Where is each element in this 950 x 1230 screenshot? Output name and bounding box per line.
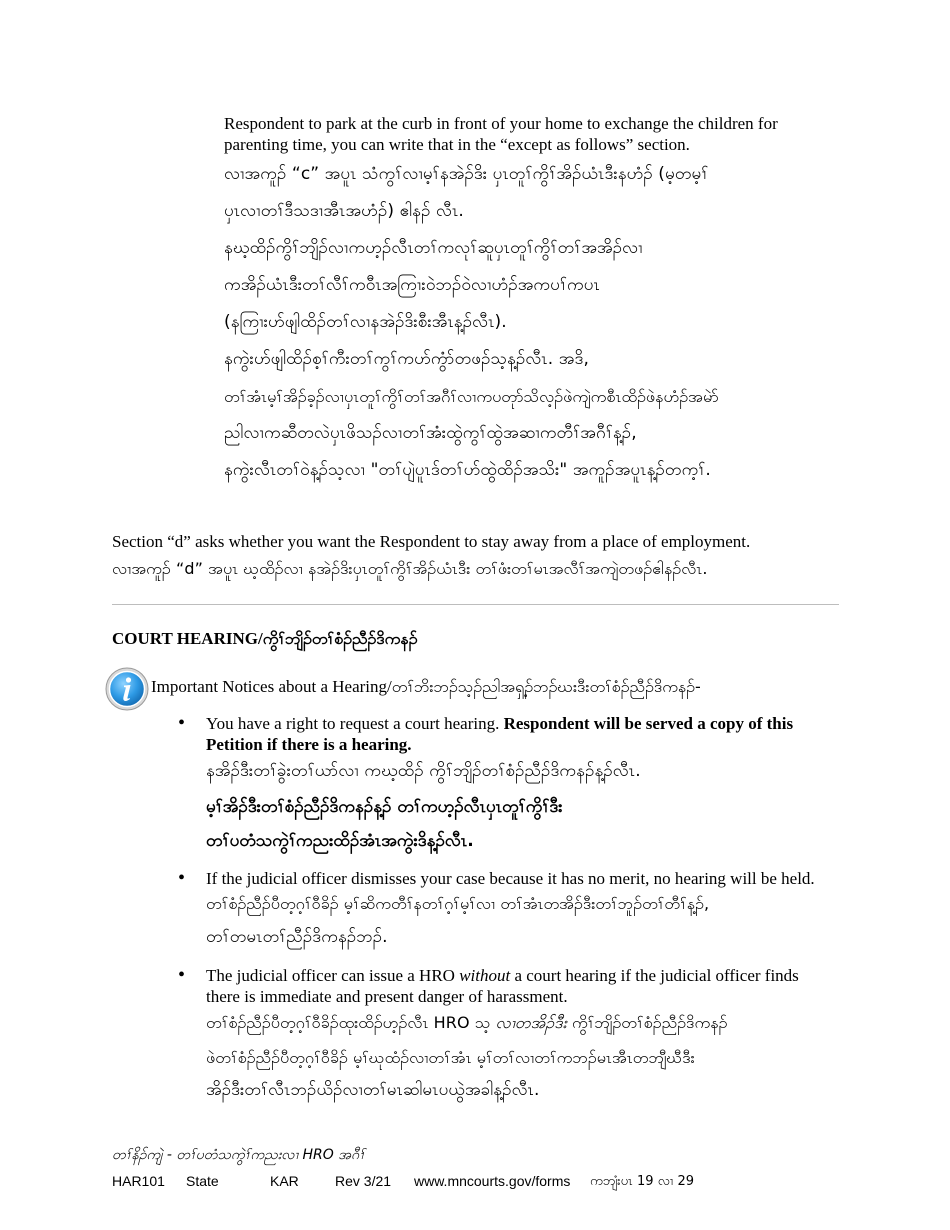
bullet-1-en-bold-2: Petition if there is a hearing. — [206, 735, 412, 754]
bullet-2-kar-1: တၢ်စံၣ်ညီၣ်ပီတ့ဂ့ၢ်ဝီခိၣ် မ့ၢ်ဆိကတီၢ်နတၢ်ဂ့ၢ်မ့ၢ်လၢ တၢ်အံၤတအိၣ်ဒီးတၢ်ဘူၣ်တၢ်တီၢ်န့ၣ်, — [206, 894, 710, 913]
bullet-3-en-1a: The judicial officer can issue a HRO — [206, 966, 460, 985]
section-divider — [112, 604, 839, 605]
bullet-3-kar-line-1 — [206, 1004, 728, 1041]
bullet-3-en-line-1 — [206, 965, 799, 986]
footer-state: State — [186, 1173, 219, 1189]
hearing-notice-line — [151, 676, 701, 700]
bullet-3-en-italic: without — [459, 966, 511, 985]
bullet-2-kar-2: တၢ်တမၤတၢ်ညီၣ်ဒိကနၣ်ဘၣ်. — [206, 927, 388, 947]
footer-lang: KAR — [270, 1173, 299, 1189]
info-icon — [105, 667, 149, 711]
top-kar-line-4: ကအိၣ်ယံၤဒီးတၢ်လီၢ်ကဝီၤအကြၢးဝဲဘၣ်ဝဲလၢဟံၣ်အကပၢ်ကပၤ — [224, 275, 600, 295]
bullet-2-en: If the judicial officer dismisses your case because it has no merit, no hearing will be held. — [206, 869, 815, 888]
top-kar-line-7: တၢ်အံၤမ့ၢ်အိၣ်ခ့ၣ်လၢပှၤတူၢ်ကွိၢ်တၢ်အဂီၢ်လၢကပတုာ်သိလ့ၣ်ဖဲကျဲကစီၤထိၣ်ဖဲနဟံၣ်အမဲာ် — [224, 387, 719, 406]
footer-form-code: HAR101 — [112, 1173, 165, 1189]
section-d-kar: လၢအကူၣ် “d” အပူၤ ဃ့ထိၣ်လၢ နအဲၣ်ဒိးပှၤတူၢ်ကွိၢ်အိၣ်ယံၤဒီး တၢ်ဖံးတၢ်မၤအလီၢ်အကျဲတဖၣ်ဧါနၣ်လီၤ. — [112, 559, 708, 578]
section-d-en: Section “d” asks whether you want the Respondent to stay away from a place of employment. — [112, 532, 751, 551]
top-kar-line-1: လၢအကူၣ် “c” အပူၤ သံကွၢ်လၢမ့ၢ်နအဲၣ်ဒိး ပှၤတူၢ်ကွိၢ်အိၣ်ယံၤဒီးနဟံၣ် (မ့တမ့ၢ် — [224, 164, 709, 184]
top-en-line-2: parenting time, you can write that in the “except as follows” section. — [224, 135, 690, 154]
bullet-3-kar-1b: ကွိၢ်ဘျိၣ်တၢ်စံၣ်ညီၣ်ဒိကနၣ် — [566, 1013, 728, 1032]
bullet-3-en-line-2: there is immediate and present danger of harassment. — [206, 987, 568, 1006]
bullet-1-kar-bold-1: မ့ၢ်အိၣ်ဒီးတၢ်စံၣ်ညီၣ်ဒိကနၣ်န့ၣ် တၢ်ကဟ့ၣ်လီၤပှၤတူၢ်ကွိၢ်ဒီး — [206, 797, 563, 817]
bullet-3-en-1b: a court hearing if the judicial officer finds — [510, 966, 799, 985]
bullet-1-kar-bold-2: တၢ်ပတံသကွဲၢ်ကညးထိၣ်အံၤအကွဲးဒိန့ၣ်လီၤ. — [206, 831, 474, 851]
footer-url: www.mncourts.gov/forms — [414, 1173, 571, 1189]
bullet-3-kar-italic: လၢတအိၣ်ဒီး — [495, 1013, 567, 1032]
bullet-3-marker: • — [178, 964, 186, 986]
footer-rev: Rev 3/21 — [335, 1173, 392, 1189]
top-en-line-1: Respondent to park at the curb in front of your home to exchange the children for — [224, 114, 778, 133]
court-hearing-heading-en: COURT HEARING/ — [112, 629, 263, 648]
footer-line — [0, 1173, 950, 1193]
top-kar-line-8: ညါလၢကဆီတလဲပှၤဖိသၣ်လၢတၢ်အံးထွဲကွၢ်ထွဲအဆၢကတီၢ်အဂီၢ်န့ၣ်, — [224, 423, 637, 443]
bullet-2-marker: • — [178, 867, 186, 889]
bullet-1-kar: နအိၣ်ဒီးတၢ်ခွဲးတၢ်ယာ်လၢ ကဃ့ထိၣ် ကွိၢ်ဘျိၣ်တၢ်စံၣ်ညီၣ်ဒိကနၣ်န့ၣ်လီၤ. — [206, 761, 641, 781]
hearing-notice-en: Important Notices about a Hearing/ — [151, 677, 392, 696]
bullet-1-en-line-1 — [206, 713, 793, 734]
bullet-3-kar-1a: တၢ်စံၣ်ညီၣ်ပီတ့ဂ့ၢ်ဝီခိၣ်ထုးထိၣ်ဟ့ၣ်လီၤ HRO သ့ — [206, 1013, 496, 1032]
bullet-1-marker: • — [178, 712, 186, 734]
bullet-1-en-bold-1: Respondent will be served a copy of this — [503, 714, 794, 733]
court-hearing-heading — [112, 628, 417, 652]
top-kar-line-3: နဃ့ထိၣ်ကွိၢ်ဘျိၣ်လၢကဟ့ၣ်လီၤတၢ်ကလုၢ်ဆူပှၤတူၢ်ကွိၢ်တၢ်အအိၣ်လၢ — [224, 238, 643, 258]
top-kar-line-2: ပှၤလၢတၢ်ဒီသဒၢအီၤအဟံၣ်) ဧါနၣ် လီၤ. — [224, 201, 464, 221]
hearing-notice-kar: တၢ်ဘိးဘၣ်သ့ၣ်ညါအရှ့ၣ်ဘၣ်ဃးဒီးတၢ်စံၣ်ညီၣ်ဒိကနၣ်- — [391, 677, 701, 696]
top-kar-line-6: နကွဲးဟ်ဖျါထိၣ်စ့ၢ်ကီးတၢ်ကွၢ်ကဟ်ကွံာ်တဖၣ်သ့န့ၣ်လီၤ. အဒိ, — [224, 349, 589, 369]
footer-page: ကဘျံးပၤ 19 လၢ 29 — [590, 1174, 694, 1189]
footer-title: တၢ်နိၣ်ကျဲ - တၢ်ပတံသကွဲၢ်ကညးလၢ HRO အဂီၢ် — [112, 1147, 365, 1163]
bullet-3-kar-line-3: အိၣ်ဒီးတၢ်လီၤဘၣ်ယိၣ်လၢတၢ်မၤဆါမၤပယွဲအခါန့ၣ်လီၤ. — [206, 1080, 540, 1100]
top-kar-line-9: နကွဲးလီၤတၢ်ဝဲန့ၣ်သ့လၢ "တၢ်ပျဲပူၤဒ်တၢ်ဟ်ထွဲထိၣ်အသိး" အကူၣ်အပူၤန့ၣ်တက့ၢ်. — [224, 460, 711, 480]
bullet-1-en-plain: You have a right to request a court hearing. — [206, 714, 504, 733]
top-kar-line-5: (နကြၢးဟ်ဖျါထိၣ်တၢ်လၢနအဲၣ်ဒိးစီးအီၤန့ၣ်လီၤ). — [224, 312, 507, 332]
court-hearing-heading-kar: ကွိၢ်ဘျိၣ်တၢ်စံၣ်ညီၣ်ဒိကနၣ် — [262, 629, 418, 648]
bullet-3-kar-line-2: ဖဲတၢ်စံၣ်ညီၣ်ပီတ့ဂ့ၢ်ဝီခိၣ် မ့ၢ်ဃုထံၣ်လၢတၢ်အံၤ မ့ၢ်တၢ်လၢတၢ်ကဘၣ်မၤအီၤတဘျီဃီဒီး — [206, 1048, 695, 1067]
